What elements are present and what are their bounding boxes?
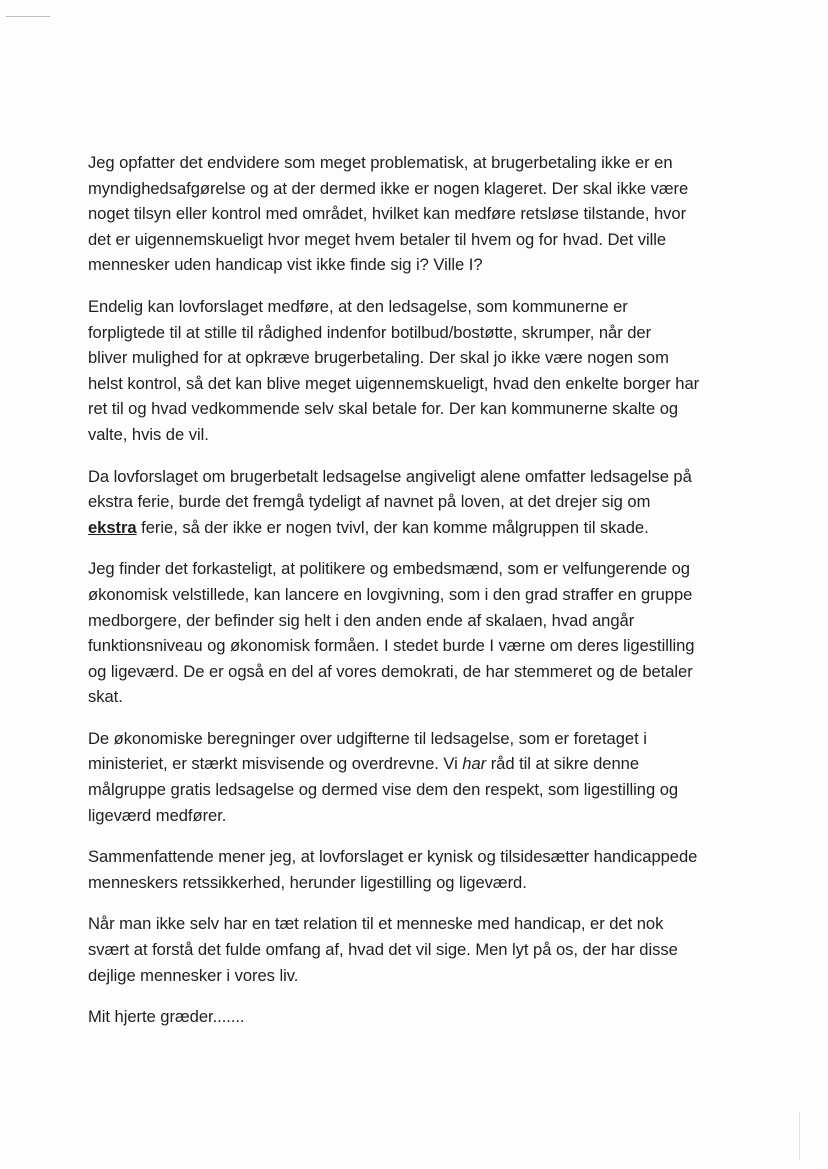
text-line: skat. <box>88 687 123 707</box>
emphasis-ekstra: ekstra <box>88 517 137 537</box>
text-line: De økonomiske beregninger over udgifterne til ledsagelse, som er foretaget i <box>88 728 647 748</box>
paragraph-3 <box>88 464 738 541</box>
text-line: medborgere, der befinder sig helt i den anden ende af skalaen, hvad angår <box>88 610 635 630</box>
scan-artifact-right <box>799 1112 800 1160</box>
text-fragment: ferie, så der ikke er nogen tvivl, der kan komme målgruppen til skade. <box>136 517 649 537</box>
text-line: svært at forstå det fulde omfang af, hvad det vil sige. Men lyt på os, der har disse <box>88 940 678 960</box>
text-line: det er uigennemskueligt hvor meget hvem betaler til hvem og for hvad. Det ville <box>88 229 667 249</box>
text-line: og ligeværd. De er også en del af vores demokrati, de har stemmeret og de betaler <box>88 661 693 681</box>
text-line-with-emphasis <box>88 515 738 541</box>
scan-artifact-top <box>6 16 50 17</box>
text-line: Jeg finder det forkasteligt, at politikere og embedsmænd, som er velfungerende og <box>88 559 690 579</box>
text-line: Jeg opfatter det endvidere som meget problematisk, at brugerbetaling ikke er en <box>88 153 673 172</box>
text-line: ekstra ferie, burde det fremgå tydeligt af navnet på loven, at det drejer sig om <box>88 492 651 512</box>
text-line: Endelig kan lovforslaget medføre, at den ledsagelse, som kommunerne er <box>88 296 628 316</box>
text-line: noget tilsyn eller kontrol med området, hvilket kan medføre retsløse tilstande, hvor <box>88 204 687 224</box>
paragraph-4 <box>88 556 738 710</box>
text-line: dejlige mennesker i vores liv. <box>88 965 299 985</box>
paragraph-1 <box>88 150 738 278</box>
text-line: målgruppe gratis ledsagelse og dermed vise dem den respekt, som ligestilling og <box>88 780 679 800</box>
text-line: valte, hvis de vil. <box>88 424 209 444</box>
text-line: Når man ikke selv har en tæt relation til et menneske med handicap, er det nok <box>88 914 664 934</box>
text-line: økonomisk velstillede, kan lancere en lovgivning, som i den grad straffer en gruppe <box>88 584 693 604</box>
paragraph-8-closing <box>88 1004 738 1030</box>
italic-har: har <box>462 754 487 774</box>
text-fragment: råd til at sikre denne <box>486 754 640 774</box>
paragraph-5 <box>88 726 738 828</box>
paragraph-2 <box>88 294 738 448</box>
text-line: myndighedsafgørelse og at der dermed ikke er nogen klageret. Der skal ikke være <box>88 178 689 198</box>
text-line: funktionsniveau og økonomisk formåen. I stedet burde I værne om deres ligestilling <box>88 636 695 656</box>
text-line: helst kontrol, så det kan blive meget uigennemskueligt, hvad den enkelte borger har <box>88 373 700 393</box>
paragraph-6 <box>88 844 738 895</box>
text-line: forpligtede til at stille til rådighed indenfor botilbud/bostøtte, skrumper, når der <box>88 322 652 342</box>
text-line-with-italic <box>88 751 738 777</box>
text-line: ret til og hvad vedkommende selv skal betale for. Der kan kommunerne skalte og <box>88 399 679 419</box>
document-body <box>88 150 738 1046</box>
text-line: menneskers retssikkerhed, herunder ligestilling og ligeværd. <box>88 872 527 892</box>
paragraph-7 <box>88 911 738 988</box>
text-line: ligeværd medfører. <box>88 805 227 825</box>
closing-line: Mit hjerte græder....... <box>88 1007 245 1027</box>
text-line: Sammenfattende mener jeg, at lovforslaget er kynisk og tilsidesætter handicappede <box>88 847 698 867</box>
text-line: bliver mulighed for at opkræve brugerbetaling. Der skal jo ikke være nogen som <box>88 348 669 368</box>
text-fragment: ministeriet, er stærkt misvisende og overdrevne. Vi <box>88 754 458 774</box>
text-line: mennesker uden handicap vist ikke finde sig i? Ville I? <box>88 255 483 275</box>
text-line: Da lovforslaget om brugerbetalt ledsagelse angiveligt alene omfatter ledsagelse på <box>88 466 692 486</box>
